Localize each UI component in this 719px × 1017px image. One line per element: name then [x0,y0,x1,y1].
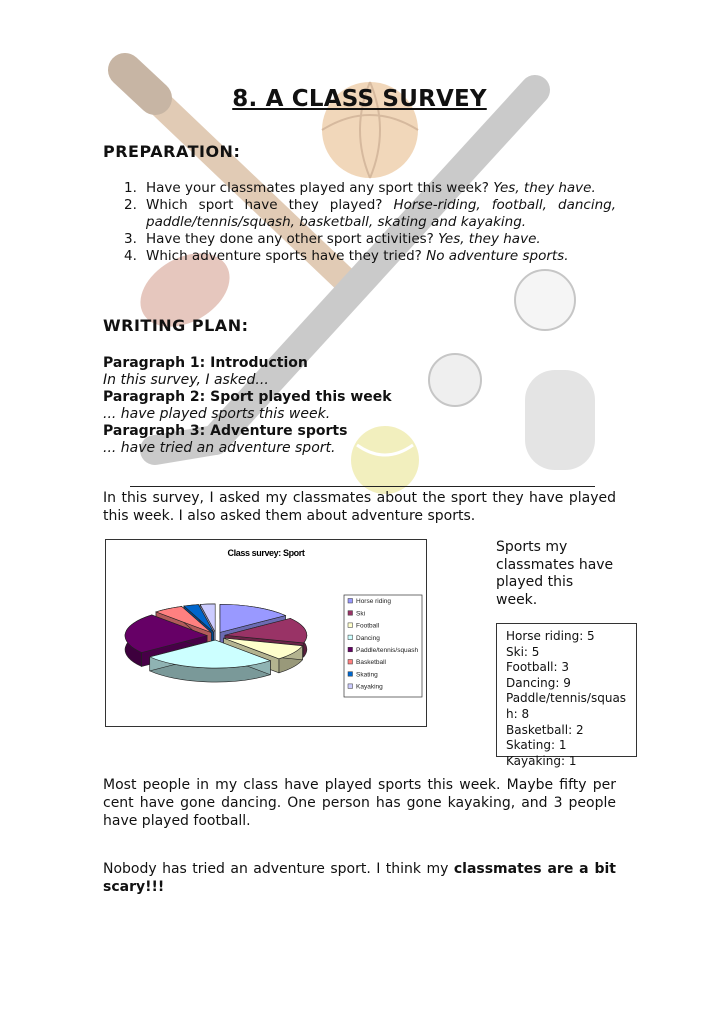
question: Have they done any other sport activities? [146,231,434,247]
paragraph-1-heading: Paragraph 1: Introduction [103,355,308,371]
question: Which adventure sports have they tried? [146,248,422,264]
legend-swatch [348,660,353,665]
intro-paragraph: In this survey, I asked my classmates about the sport they have played this week. I also asked them about adventure sports. [103,490,616,524]
chart-title: Class survey: Sport [227,548,305,558]
answer: No adventure sports. [426,248,569,264]
paragraph-3-text: ... have tried an adventure sport. [103,440,336,456]
tally-box [496,623,637,768]
list-item [124,231,616,248]
paragraph-2-heading: Paragraph 2: Sport played this week [103,389,392,405]
list-item [124,180,616,197]
writing-plan [103,355,623,457]
legend-label: Dancing [356,634,380,642]
tally-item: Horse riding: 5 [506,629,595,643]
page-title: 8. A CLASS SURVEY [232,86,487,112]
legend-swatch [348,672,353,677]
legend-label: Paddle/tennis/squash [356,647,419,654]
legend-label: Ski [356,610,366,618]
tally-item: Paddle/tennis/squash: 8 [506,691,627,721]
legend-swatch [348,623,353,628]
chart-side-note: Sports my classmates have played this week. [496,539,614,608]
pie-chart [106,540,426,726]
legend-label: Kayaking [356,683,383,691]
tally-item: Dancing: 9 [506,675,571,690]
pie-chart-frame [105,539,427,727]
legend-swatch [348,599,353,604]
item-number: 2. [124,197,137,213]
paragraph-1-text: In this survey, I asked... [103,372,269,388]
section-divider [130,486,595,487]
legend-swatch [348,647,353,652]
list-item [124,248,616,265]
question: Have your classmates played any sport this week? [146,180,489,196]
preparation-heading: PREPARATION: [103,142,241,161]
item-number: 4. [124,248,137,264]
tally-item: Kayaking: 1 [506,753,577,768]
chart-legend [344,595,422,697]
item-number: 1. [124,180,137,196]
item-number: 3. [124,231,137,247]
preparation-list [124,180,616,265]
answer: Yes, they have. [493,180,596,196]
legend-swatch [348,611,353,616]
paragraph-2-text: ... have played sports this week. [103,406,331,422]
legend-swatch [348,635,353,640]
conclusion-text: Nobody has tried an adventure sport. I think my [103,861,449,877]
tally-item: Basketball: 2 [506,722,584,737]
conclusion-paragraph [103,860,616,896]
tally-item: Football: 3 [506,660,569,675]
tally-item: Ski: 5 [506,644,540,659]
conclusion-bold-text: classmates are a bit scary!!! [103,861,617,895]
question: Which sport have they played? [146,197,383,213]
paragraph-3-heading: Paragraph 3: Adventure sports [103,423,348,439]
tally-item: Skating: 1 [506,738,567,753]
answer: Horse-riding, football, dancing, paddle/tennis/squash, basketball, skating and kayaking. [146,197,616,230]
results-paragraph: Most people in my class have played sports this week. Maybe fifty per cent have gone dancing. One person has gone kayaking, and 3 people have played football. [103,777,616,829]
answer: Yes, they have. [438,231,541,247]
legend-swatch [348,684,353,689]
legend-label: Skating [356,671,378,679]
legend-label: Horse riding [356,598,392,606]
legend-label: Football [356,622,380,630]
legend-label: Basketball [356,659,386,667]
writing-plan-heading: WRITING PLAN: [103,316,249,335]
list-item [124,197,616,231]
